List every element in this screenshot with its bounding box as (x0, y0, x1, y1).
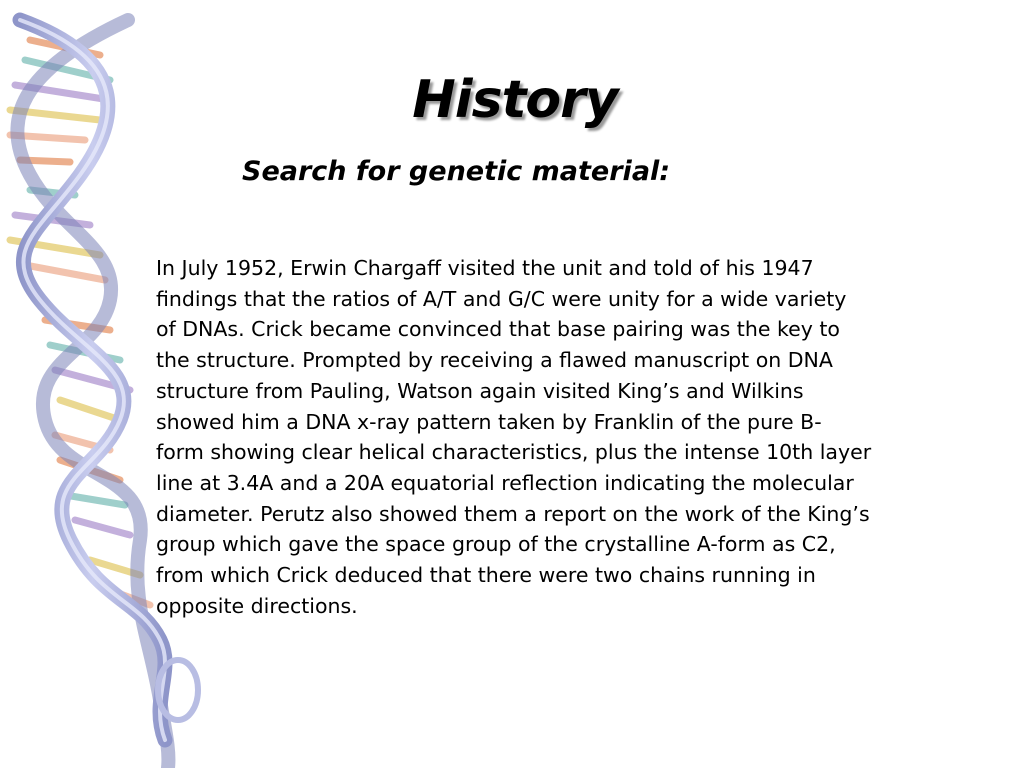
body-line: form showing clear helical characteristics, plus the intense 10th layer (156, 440, 872, 465)
slide-title: History (412, 70, 618, 130)
body-line: In July 1952, Erwin Chargaff visited the unit and told of his 1947 (156, 256, 814, 280)
body-line: opposite directions. (156, 593, 358, 618)
slide-subtitle: Search for genetic material: (242, 156, 671, 187)
dna-base-pairs (10, 40, 150, 605)
dna-base-pair (65, 495, 125, 505)
body-paragraph (156, 253, 996, 621)
body-line: diameter. Perutz also showed them a report on the work of the King’s (156, 501, 870, 526)
body-line: showed him a DNA x-ray pattern taken by Franklin of the pure B- (156, 409, 822, 434)
dna-base-pair (75, 520, 130, 535)
body-line: from which Crick deduced that there were two chains running in (156, 563, 816, 588)
body-line: the structure. Prompted by receiving a flawed manuscript on DNA (156, 348, 833, 373)
body-line: line at 3.4A and a 20A equatorial reflection indicating the molecular (156, 470, 854, 495)
body-line: of DNAs. Crick became convinced that base pairing was the key to (156, 317, 840, 342)
body-line: findings that the ratios of A/T and G/C were unity for a wide variety (156, 286, 847, 311)
body-line: group which gave the space group of the crystalline A-form as C2, (156, 532, 836, 557)
dna-base-pair (60, 400, 120, 420)
body-line: structure from Pauling, Watson again visited King’s and Wilkins (156, 378, 804, 403)
dna-base-pair (25, 265, 105, 280)
dna-strand-back (17, 20, 168, 768)
